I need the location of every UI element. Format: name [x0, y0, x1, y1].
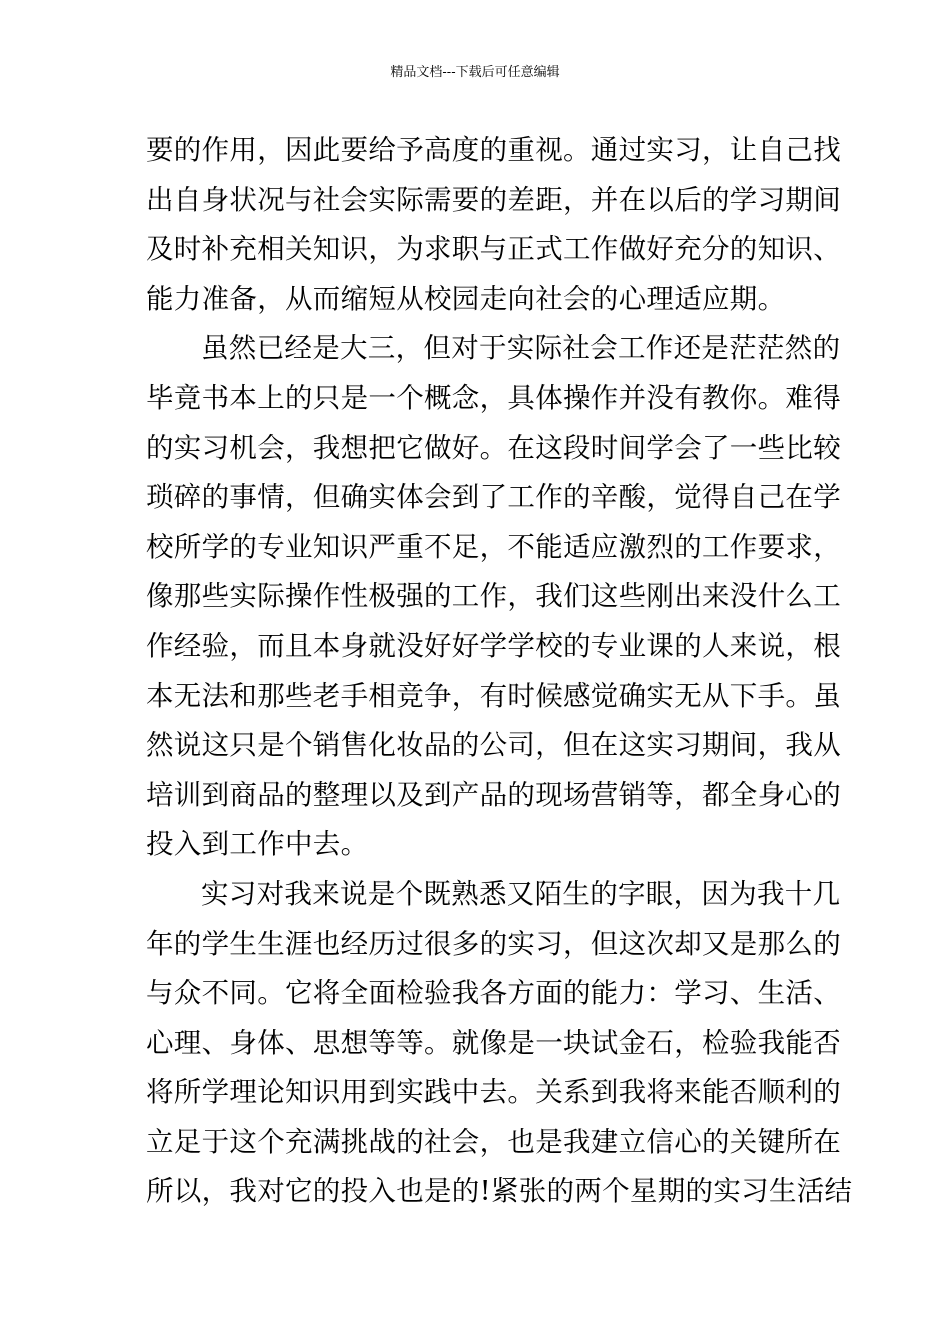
text-line: 所以，我对它的投入也是的!紧张的两个星期的实习生活结: [146, 1175, 853, 1208]
text-line: 及时补充相关知识，为求职与正式工作做好充分的知识、: [146, 233, 841, 266]
text-line: 作经验，而且本身就没好好学学校的专业课的人来说，根: [146, 629, 841, 662]
paragraph-first-line: 实习对我来说是个既熟悉又陌生的字眼，因为我十几: [201, 877, 841, 910]
text-line: 能力准备，从而缩短从校园走向社会的心理适应期。: [146, 282, 786, 315]
text-line: 要的作用，因此要给予高度的重视。通过实习，让自己找: [146, 134, 841, 166]
text-line: 然说这只是个销售化妆品的公司，但在这实习期间，我从: [146, 729, 841, 762]
page-header: 精品文档---下载后可任意编辑: [390, 65, 560, 80]
text-line: 校所学的专业知识严重不足，不能适应激烈的工作要求，: [146, 530, 841, 563]
text-line: 与众不同。它将全面检验我各方面的能力：学习、生活、: [146, 977, 841, 1010]
text-line: 的实习机会，我想把它做好。在这段时间学会了一些比较: [146, 431, 841, 464]
text-line: 培训到商品的整理以及到产品的现场营销等，都全身心的: [146, 778, 841, 811]
text-line: 将所学理论知识用到实践中去。关系到我将来能否顺利的: [146, 1076, 841, 1109]
text-line: 年的学生生涯也经历过很多的实习，但这次却又是那么的: [146, 927, 841, 960]
paragraph-first-line: 虽然已经是大三，但对于实际社会工作还是茫茫然的: [201, 332, 841, 365]
text-line: 心理、身体、思想等等。就像是一块试金石，检验我能否: [146, 1026, 841, 1059]
text-line: 出自身状况与社会实际需要的差距，并在以后的学习期间: [146, 183, 841, 216]
text-line: 投入到工作中去。: [146, 828, 369, 861]
text-line: 本无法和那些老手相竞争，有时候感觉确实无从下手。虽: [146, 679, 841, 712]
document-body: [146, 126, 853, 1217]
text-line: 立足于这个充满挑战的社会，也是我建立信心的关键所在: [146, 1125, 841, 1158]
text-line: 毕竟书本上的只是一个概念，具体操作并没有教你。难得: [146, 381, 841, 414]
text-line: 琐碎的事情，但确实体会到了工作的辛酸，觉得自己在学: [146, 481, 841, 514]
text-line: 像那些实际操作性极强的工作，我们这些刚出来没什么工: [146, 580, 841, 613]
